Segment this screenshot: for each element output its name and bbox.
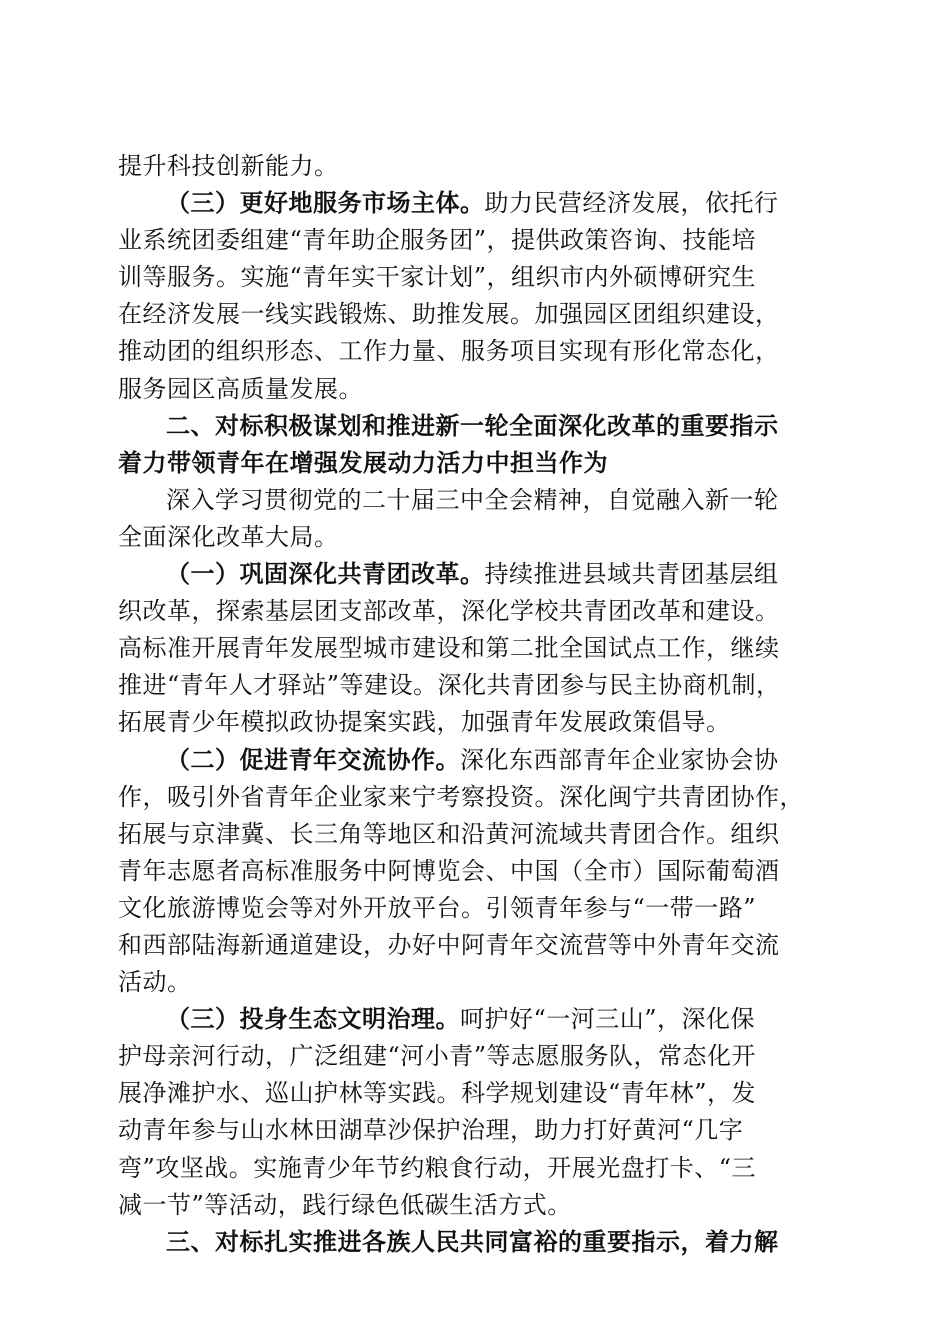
text-line: 推动团的组织形态、工作力量、服务项目实现有形化常态化， <box>118 337 780 366</box>
text-line <box>118 185 832 222</box>
text-line: 在经济发展一线实践锻炼、助推发展。加强园区团组织建设， <box>118 300 780 329</box>
text-fragment: 助力民营经济发展，依托行 <box>484 189 779 218</box>
text-line: 提升科技创新能力。 <box>118 152 339 180</box>
text-line: 活动。 <box>118 968 192 997</box>
paragraph-market-service <box>118 185 832 408</box>
text-line: 拓展青少年模拟政协提案实践，加强青年发展政策倡导。 <box>118 708 731 737</box>
subheading-youth-exchange: （二）促进青年交流协作。 <box>166 745 460 774</box>
text-line: 推进“青年人才驿站”等建设。深化共青团参与民主协商机制， <box>118 671 781 700</box>
paragraph-ecology <box>118 1001 832 1224</box>
text-line: 青年志愿者高标准服务中阿博览会、中国（全市）国际葡萄酒 <box>118 856 780 885</box>
text-line: 弯”攻坚战。实施青少年节约粮食行动，开展光盘打卡、“三 <box>118 1153 757 1182</box>
text-line: 拓展与京津冀、长三角等地区和沿黄河流域共青团合作。组织 <box>118 819 780 848</box>
text-line: 展净滩护水、巡山护林等实践。科学规划建设“青年林”，发 <box>118 1079 757 1108</box>
text-line: 高标准开展青年发展型城市建设和第二批全国试点工作，继续 <box>118 634 780 663</box>
section-line: 三、对标扎实推进各族人民共同富裕的重要指示，着力解 <box>166 1227 779 1256</box>
paragraph-continuation <box>118 148 832 185</box>
text-fragment: 深化东西部青年企业家协会协 <box>460 745 779 774</box>
text-line: 和西部陆海新通道建设，办好中阿青年交流营等中外青年交流 <box>118 930 780 959</box>
text-line: 减一节”等活动，践行绿色低碳生活方式。 <box>118 1190 572 1219</box>
text-line: 全面深化改革大局。 <box>118 522 339 551</box>
text-line: 训等服务。实施“青年实干家计划”，组织市内外硕博研究生 <box>118 263 757 292</box>
subheading-league-reform: （一）巩固深化共青团改革。 <box>166 560 485 589</box>
section-heading-three <box>118 1224 832 1261</box>
text-line: 文化旅游博览会等对外开放平台。引领青年参与“一带一路” <box>118 893 757 922</box>
subheading-ecology: （三）投身生态文明治理。 <box>166 1005 460 1034</box>
text-fragment: 持续推进县域共青团基层组 <box>484 560 779 589</box>
text-line <box>118 742 832 779</box>
section-heading-two <box>118 408 832 482</box>
text-fragment: 呵护好“一河三山”，深化保 <box>460 1005 756 1034</box>
paragraph-league-reform <box>118 556 832 741</box>
text-line: 织改革，探索基层团支部改革，深化学校共青团改革和建设。 <box>118 597 780 626</box>
text-line: 护母亲河行动，广泛组建“河小青”等志愿服务队，常态化开 <box>118 1042 757 1071</box>
subheading-market-service: （三）更好地服务市场主体。 <box>166 189 485 218</box>
text-line: 业系统团委组建“青年助企服务团”，提供政策咨询、技能培 <box>118 226 757 255</box>
section-line: 着力带领青年在增强发展动力活力中担当作为 <box>118 448 608 477</box>
text-line <box>118 556 832 593</box>
paragraph-intro-reform <box>118 482 832 556</box>
text-line: 深入学习贯彻党的二十届三中全会精神，自觉融入新一轮 <box>166 485 779 514</box>
text-line: 动青年参与山水林田湖草沙保护治理，助力打好黄河“几字 <box>118 1116 744 1145</box>
text-line <box>118 1001 832 1038</box>
text-line: 作，吸引外省青年企业家来宁考察投资。深化闽宁共青团协作， <box>118 782 804 811</box>
document-page <box>118 148 832 1261</box>
paragraph-youth-exchange <box>118 742 832 1002</box>
section-line: 二、对标积极谋划和推进新一轮全面深化改革的重要指示 <box>166 411 779 440</box>
text-line: 服务园区高质量发展。 <box>118 374 363 403</box>
